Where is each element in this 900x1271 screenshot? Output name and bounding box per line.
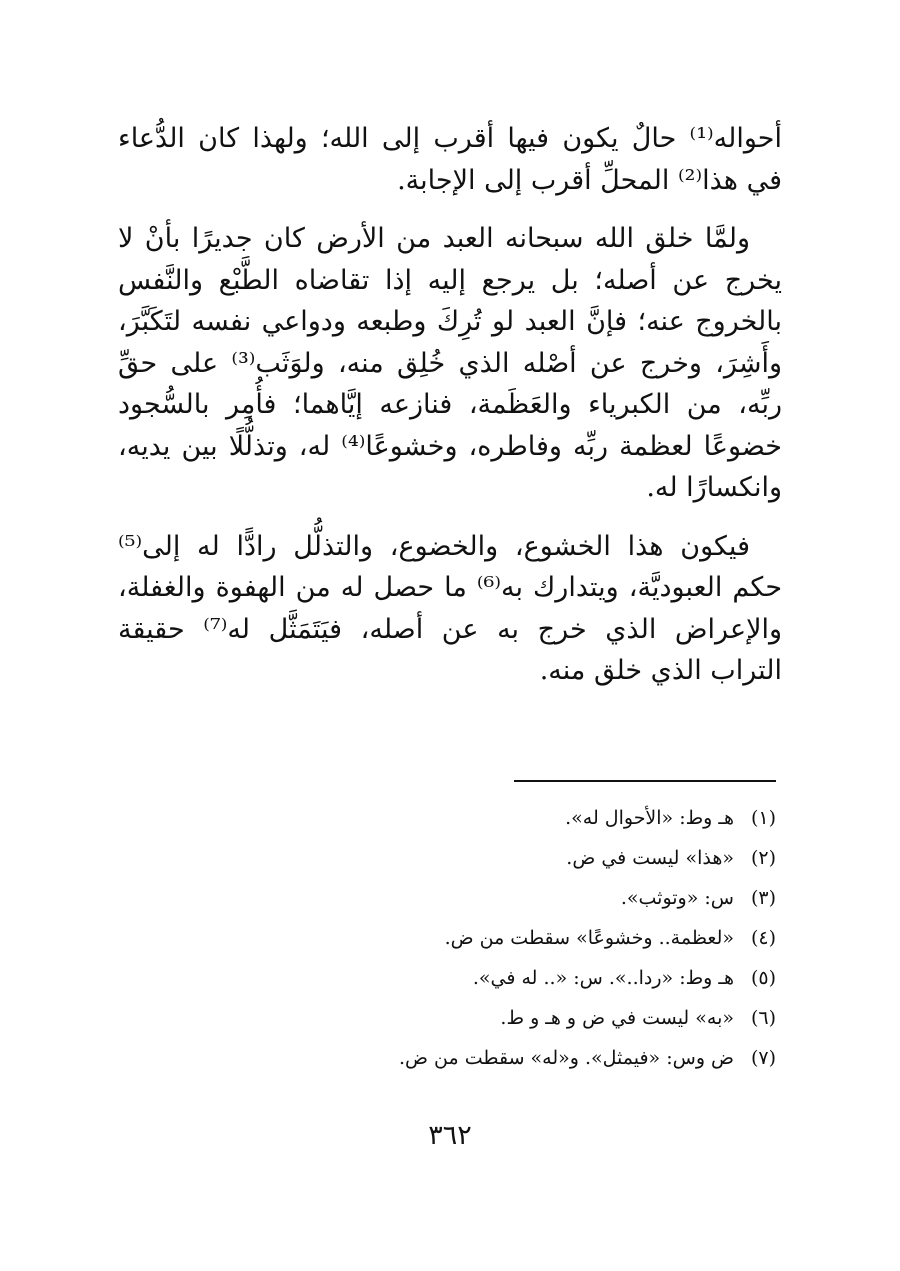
paragraph-1: أحواله⁽¹⁾ حالٌ يكون فيها أقرب إلى الله؛ ولهذا كان الدُّعاء في هذا⁽²⁾ المحلِّ أقرب إلى الإجابة.	[118, 123, 782, 196]
paragraph-2: ولمَّا خلق الله سبحانه العبد من الأرض كان جديرًا بأنْ لا يخرج عن أصله؛ بل يرجع إليه إذا تقاضاه الطَّبْع والنَّفس بالخروج عنه؛ فإنَّ العبد لو تُرِكَ وطبعه ودواعي نفسه لتَكَبَّرَ، وأَشِرَ، وخرج عن أصْله الذي خُلِق منه، ولوَثَب⁽³⁾ على حقِّ ربِّه، من الكبرياء والعَظَمة، فنازعه إيَّاهما؛ فأُمِر بالسُّجود خضوعًا لعظمة ربِّه وفاطره، وخشوعًا⁽⁴⁾ له، وتذلُّلًا بين يديه، وانكسارًا له.	[118, 223, 782, 503]
footnote-text: ض وس: «فيمثل». و«له» سقطت من ض.	[398, 1047, 734, 1069]
footnote-number: (١)	[750, 807, 776, 829]
footnote-number: (٧)	[750, 1047, 776, 1069]
footnote-4	[118, 918, 776, 958]
book-page	[118, 118, 782, 1218]
page-number: ٣٦٢	[428, 1120, 472, 1151]
footnote-text: هـ وط: «ردا..». س: «.. له في».	[472, 967, 734, 989]
footnote-divider	[514, 780, 776, 782]
footnotes-list	[118, 798, 776, 1078]
footnote-6	[118, 998, 776, 1038]
footnote-5	[118, 958, 776, 998]
footnote-number: (٢)	[750, 847, 776, 869]
footnote-text: «هذا» ليست في ض.	[566, 847, 734, 869]
footnote-number: (٦)	[750, 1007, 776, 1029]
footnote-text: «لعظمة.. وخشوعًا» سقطت من ض.	[444, 927, 734, 949]
footnote-text: «به» ليست في ض و هـ و ط.	[500, 1007, 734, 1029]
footnote-3	[118, 878, 776, 918]
footnote-text: هـ وط: «الأحوال له».	[565, 807, 734, 829]
paragraph-3: فيكون هذا الخشوع، والخضوع، والتذلُّل رادًّا له إلى⁽⁵⁾ حكم العبوديَّة، ويتدارك به⁽⁶⁾ ما حصل له من الهفوة والغفلة، والإعراض الذي خرج به عن أصله، فيَتَمَثَّل له⁽⁷⁾ حقيقة التراب الذي خلق منه.	[118, 530, 783, 686]
footnote-2	[118, 838, 776, 878]
footnote-1	[118, 798, 776, 838]
footnote-number: (٤)	[750, 927, 776, 949]
footnote-number: (٣)	[750, 887, 776, 909]
main-text	[118, 118, 782, 709]
footnote-text: س: «وتوثب».	[620, 887, 734, 909]
footnote-number: (٥)	[750, 967, 776, 989]
footnote-7	[118, 1038, 776, 1078]
